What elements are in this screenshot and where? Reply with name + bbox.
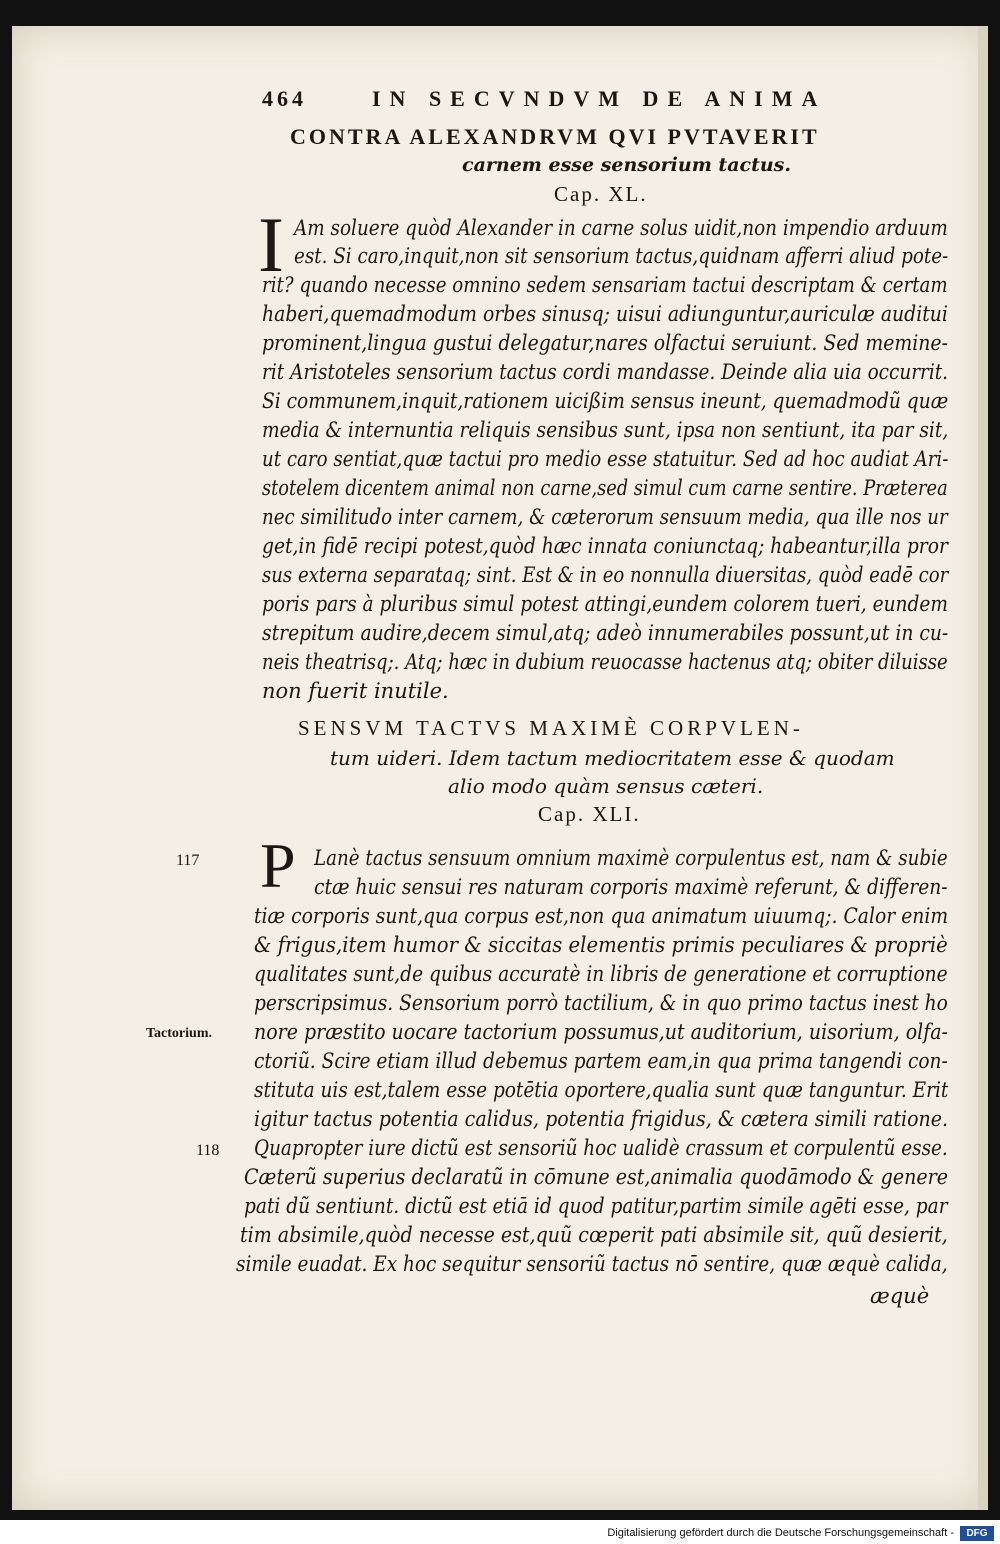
ch41-line-8: ctoriũ. Scire etiam illud debemus partem eam,in qua prima tangendi con- (254, 1049, 948, 1073)
running-title: IN SECVNDVM DE ANIMA (372, 86, 827, 111)
dfg-logo: DFG (960, 1526, 994, 1541)
ch40-line-3: rit? quando necesse omnino sedem sensariam tactui descriptam & certam (262, 273, 948, 297)
catchword: æquè (870, 1284, 930, 1308)
ch41-line-14: tim absimile,quòd necesse est,quũ cœperit pati absimile sit, quũ desierit, (240, 1223, 948, 1247)
margin-note-tactorium: Tactorium. (146, 1026, 212, 1041)
ch41-line-7: nore præstito uocare tactorium possumus,ut auditorium, uisorium, olfa- (254, 1020, 948, 1044)
ch40-line-9: ut caro sentiat,quæ tactui pro medio esse statuitur. Sed ad hoc audiat Ari- (262, 447, 949, 471)
ch41-line-2: ctæ huic sensui res naturam corporis maximè referunt, & differen- (314, 875, 948, 899)
ch40-line-17: non fuerit inutile. (262, 679, 449, 703)
ch40-line-14: poris pars à pluribus simul potest attingi,eundem colorem tueri, eundem (262, 592, 948, 616)
ch41-line-13: pati dũ sentiunt. dictũ est etiā id quod patitur,partim simile agēti esse, par (244, 1194, 948, 1218)
ch40-line-8: media & internuntia reliquis sensibus sunt, ipsa non sentiunt, ita par sit, (262, 418, 949, 442)
ch40-line-7: Si communem,inquit,rationem uicißim sensus ineunt, quemadmodũ quæ (262, 389, 949, 413)
ch40-line-12: get,in fidē recipi potest,quòd hæc innata coniunctaq; habeantur,illa pror (262, 534, 948, 558)
ch40-line-2: est. Si caro,inquit,non sit sensorium tactus,quidnam afferri aliud pote- (294, 244, 949, 268)
ch40-line-11: nec similitudo inter carnem, & cæterorum sensuum media, qua ille nos ur (262, 505, 948, 529)
ch41-line-12: Cæterũ superius declaratũ in cōmune est,animalia quodāmodo & genere (244, 1165, 948, 1189)
page-edge (978, 26, 988, 1510)
ch41-line-6: perscripsimus. Sensorium porrò tactilium, & in quo primo tactus inest ho (254, 991, 948, 1015)
chapter-41-title-line-1: SENSVM TACTVS MAXIMÈ CORPVLEN- (298, 716, 804, 740)
ch40-line-6: rit Aristoteles sensorium tactus cordi mandasse. Deinde alia uia occurrit. (262, 360, 949, 384)
digitization-footer (0, 1524, 1000, 1544)
ch40-line-16: neis theatrisq;. Atq; hæc in dubium reuocasse hactenus atq; obiter diluisse (262, 650, 948, 674)
ch41-line-3: tiæ corporis sunt,qua corpus est,non qua animatum uiuumq;. Calor enim (254, 904, 949, 928)
chapter-40-title-line-2: carnem esse sensorium tactus. (462, 154, 791, 176)
ch41-line-11: Quapropter iure dictũ est sensoriũ hoc ualidè crassum et corpulentũ esse. (254, 1136, 948, 1160)
ch40-line-1: Am soluere quòd Alexander in carne solus uidit,non impendio arduum (294, 216, 948, 240)
chapter-40-initial: I (258, 201, 284, 288)
ch41-line-5: qualitates sunt,de quibus accuratè in libris de generatione et corruptione (254, 962, 948, 986)
ch40-line-15: strepitum audire,decem simul,atq; adeò innumerabiles possunt,ut in cu- (262, 621, 949, 645)
margin-number-118: 118 (196, 1142, 220, 1159)
chapter-40-cap: Cap. XL. (554, 182, 648, 206)
margin-number-117: 117 (176, 852, 200, 869)
page-number: 464 (262, 86, 307, 111)
ch40-line-10: stotelem dicentem animal non carne,sed simul cum carne sentire. Præterea (262, 476, 948, 500)
ch40-line-13: sus externa separataq; sint. Est & in eo nonnulla diuersitas, quòd eadē cor (262, 563, 949, 587)
chapter-40-title-line-1: CONTRA ALEXANDRVM QVI PVTAVERIT (290, 124, 820, 149)
ch41-line-15: simile euadat. Ex hoc sequitur sensoriũ tactus nō sentire, quæ æquè calida, (236, 1252, 948, 1276)
ch40-line-5: prominent,lingua gustui delegatur,nares olfactui seruiunt. Sed memine- (262, 331, 948, 355)
chapter-41-initial: P (260, 830, 296, 901)
ch41-line-1: Lanè tactus sensuum omnium maximè corpulentus est, nam & subie (314, 846, 948, 870)
ch40-line-4: haberi,quemadmodum orbes sinusq; uisui adiunguntur,auriculæ auditui (262, 302, 948, 326)
chapter-41-title-line-2: tum uideri. Idem tactum mediocritatem esse & quodam (330, 746, 895, 770)
ch41-line-9: stituta uis est,talem esse potētia oportere,qualia sunt quæ tanguntur. Erit (254, 1078, 949, 1102)
chapter-41-cap: Cap. XLI. (538, 802, 641, 826)
chapter-41-title-line-3: alio modo quàm sensus cæteri. (448, 774, 764, 798)
ch41-line-10: igitur tactus potentia calidus, potentia frigidus, & cætera simili ratione. (254, 1107, 949, 1131)
funding-notice: Digitalisierung gefördert durch die Deutsche Forschungsgemeinschaft - (607, 1527, 954, 1539)
ch41-line-4: & frigus,item humor & siccitas elementis primis peculiares & propriè (254, 933, 948, 957)
